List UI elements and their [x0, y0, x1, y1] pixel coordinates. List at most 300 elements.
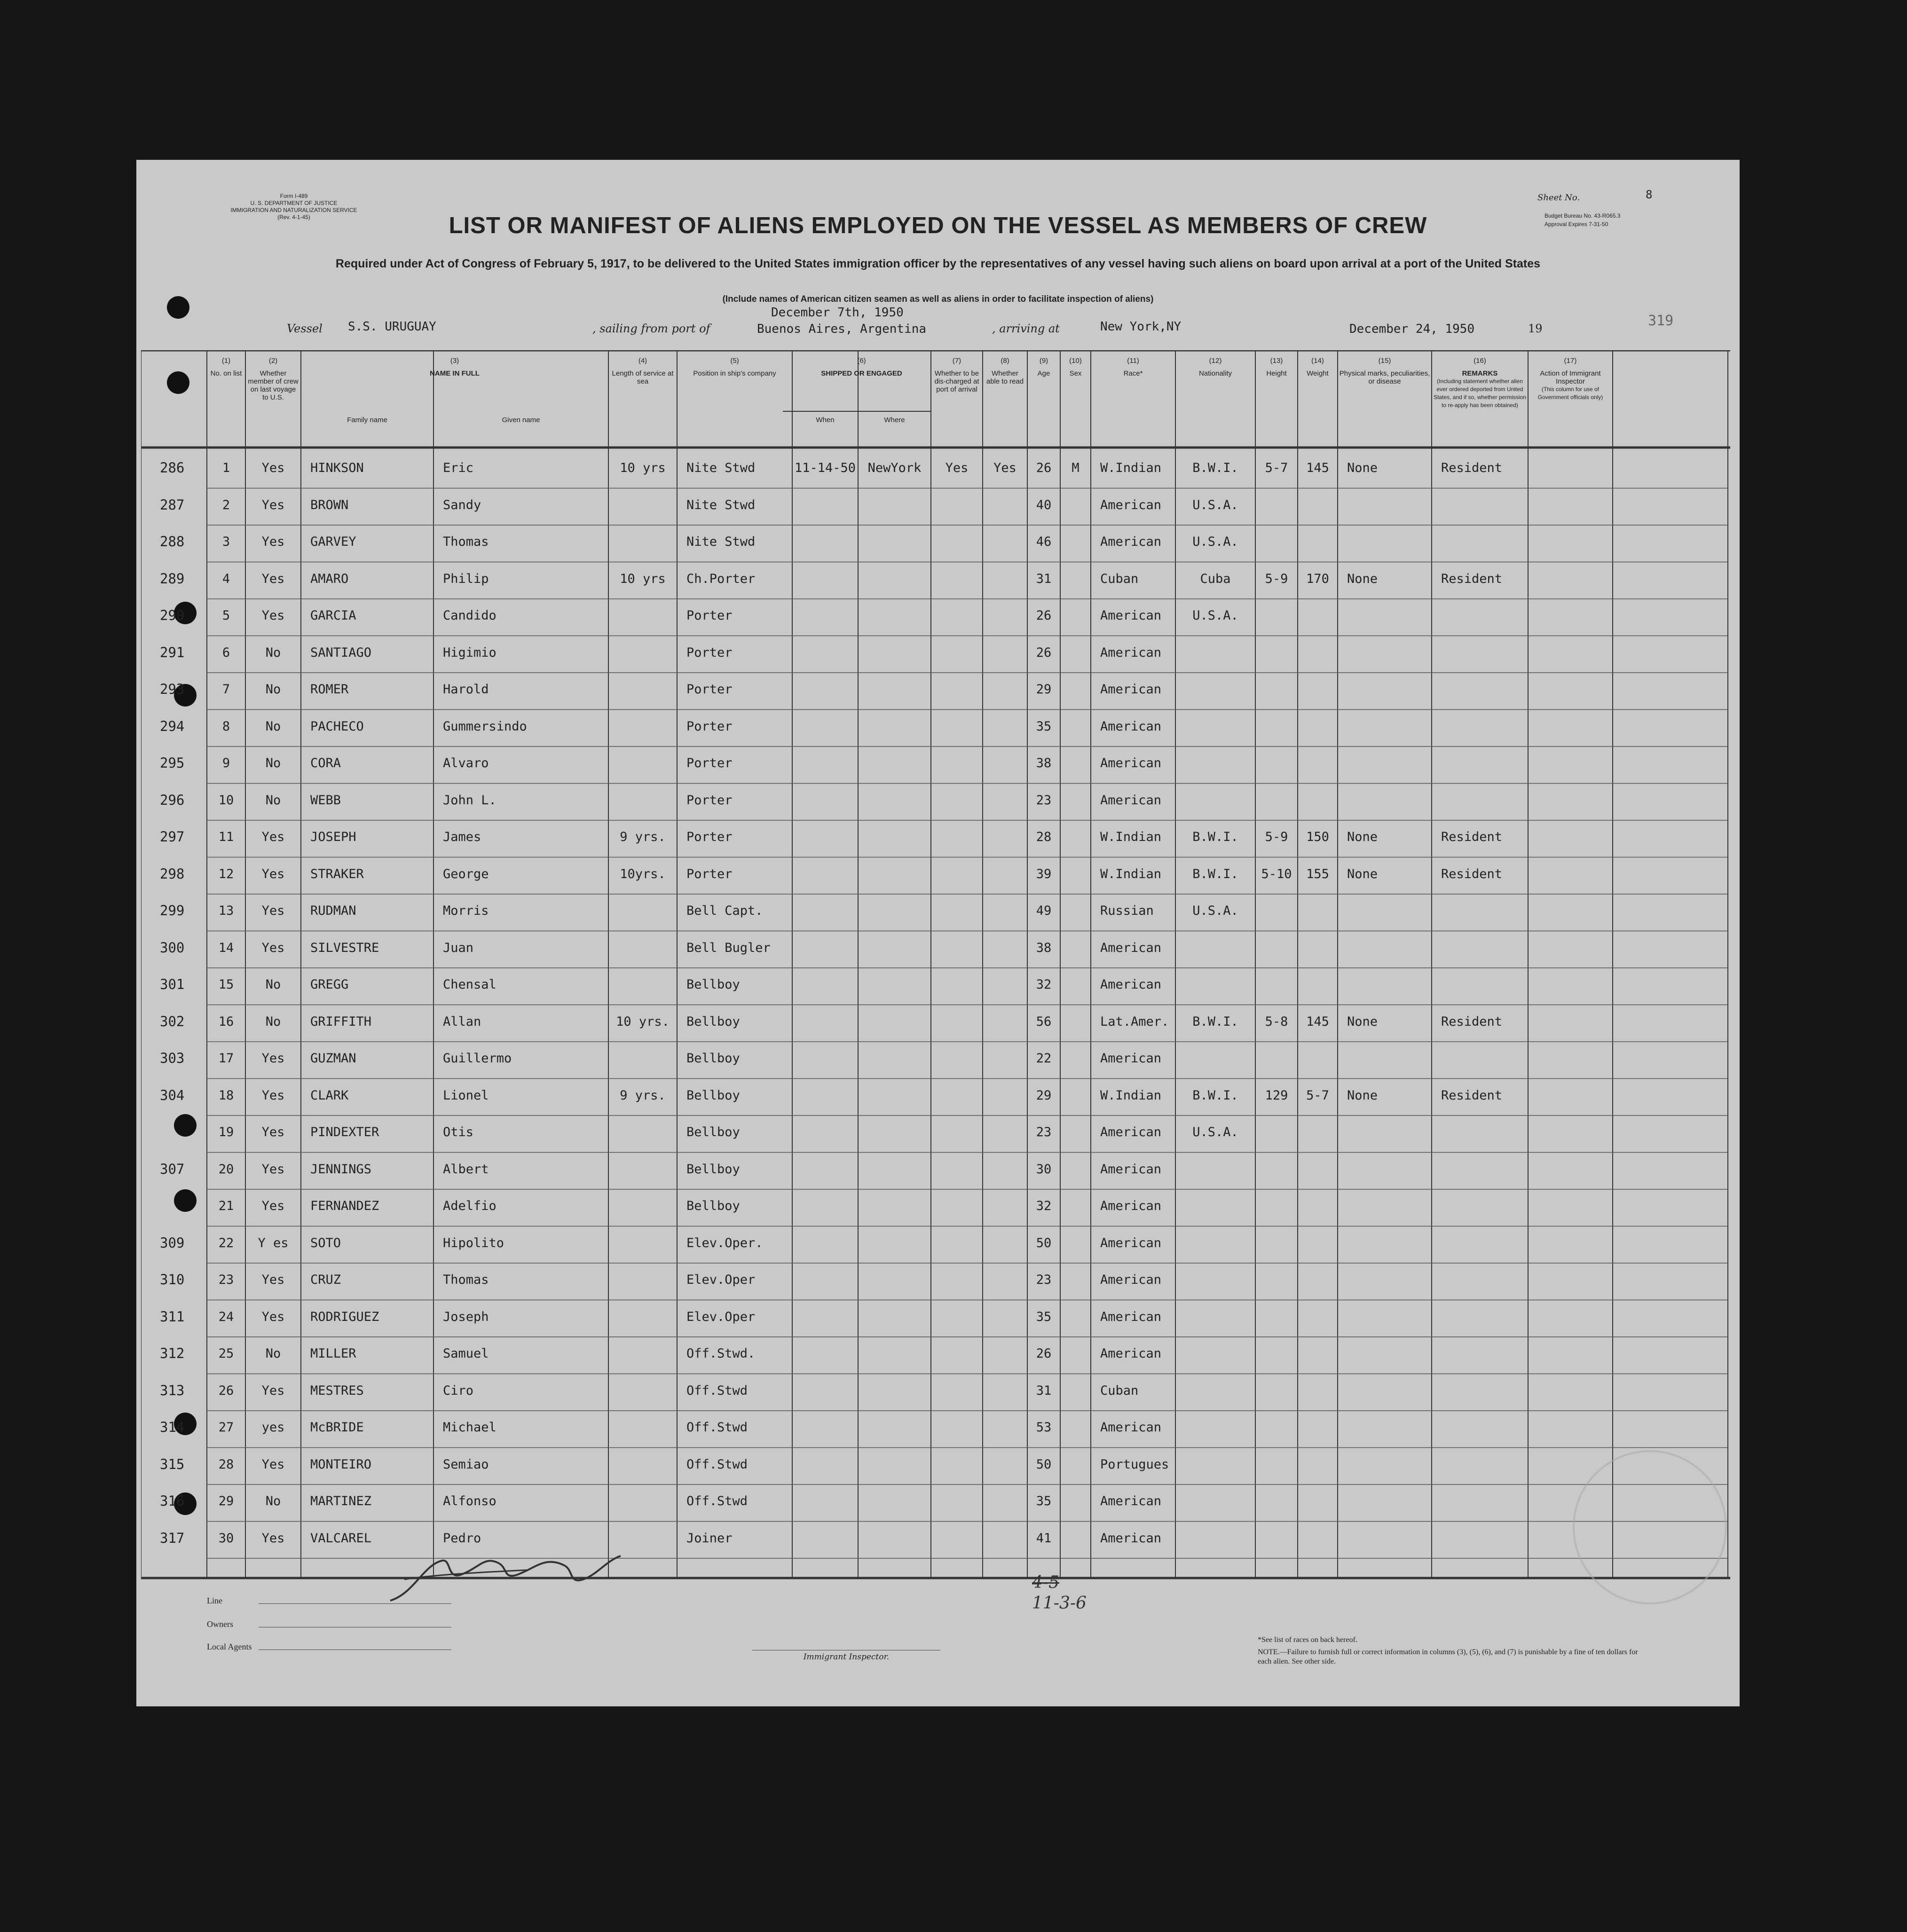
cell-family: JENNINGS: [310, 1162, 372, 1177]
header-c9-num: (9): [1039, 357, 1048, 365]
cell-race: American: [1100, 1199, 1162, 1213]
manifest-line-number: 304: [160, 1087, 185, 1103]
immigrant-inspector-label: Immigrant Inspector.: [752, 1650, 940, 1662]
manifest-line-number: 290: [160, 607, 185, 623]
header-c6a: When: [816, 416, 835, 424]
cell-marks: None: [1347, 571, 1378, 586]
cell-family: GUZMAN: [310, 1051, 356, 1066]
header-c11: Race*: [1123, 369, 1143, 377]
cell-no: 15: [218, 977, 234, 992]
cell-family: BROWN: [310, 497, 349, 512]
manifest-line-number: 297: [160, 829, 185, 845]
cell-position: Porter: [686, 608, 733, 623]
cell-age: 29: [1036, 1088, 1052, 1103]
cell-family: HINKSON: [310, 461, 364, 475]
cell-position: Bellboy: [686, 977, 740, 992]
manifest-line-number: 309: [160, 1234, 185, 1251]
cell-marks: None: [1347, 1014, 1378, 1029]
cell-no: 5: [222, 608, 230, 623]
subnote: (Include names of American citizen seamen as well as aliens in order to facilitate inspection of aliens): [722, 294, 1154, 304]
header-c3b: Given name: [502, 416, 540, 424]
cell-nationality: Cuba: [1200, 571, 1231, 586]
cell-given: Allan: [443, 1014, 481, 1029]
header-c1: [208, 357, 244, 377]
cell-race: American: [1100, 1162, 1162, 1177]
department: U. S. DEPARTMENT OF JUSTICE: [250, 200, 338, 206]
budget-bureau: Budget Bureau No. 43-R065.3: [1545, 212, 1621, 219]
cell-position: Off.Stwd: [686, 1420, 748, 1435]
cell-discharged: Yes: [945, 461, 969, 475]
header-c15-num: (15): [1378, 357, 1391, 365]
cell-age: 31: [1036, 571, 1052, 586]
cell-family: GARCIA: [310, 608, 356, 623]
cell-age: 50: [1036, 1457, 1052, 1472]
cell-prev: Yes: [261, 1383, 285, 1398]
cell-position: Bellboy: [686, 1125, 740, 1139]
cell-given: Higimio: [443, 645, 496, 660]
cell-given: Guillermo: [443, 1051, 512, 1066]
cell-prev: Yes: [261, 461, 285, 475]
cell-family: PACHECO: [310, 719, 364, 734]
header-c6a: [794, 416, 857, 424]
cell-service: 10 yrs: [620, 461, 666, 475]
cell-given: James: [443, 830, 481, 844]
cell-no: 21: [218, 1199, 234, 1213]
cell-position: Porter: [686, 645, 733, 660]
cell-race: Portugues: [1100, 1457, 1169, 1472]
cell-race: Lat.Amer.: [1100, 1014, 1169, 1029]
cell-weight: 145: [1306, 1014, 1329, 1029]
header-c13: Height: [1266, 369, 1287, 377]
manifest-line-number: 291: [160, 644, 185, 660]
form-number: Form I-489: [280, 193, 308, 199]
cell-given: George: [443, 866, 489, 881]
owners-field: Owners: [207, 1619, 451, 1629]
manifest-line-number: 293: [160, 681, 185, 697]
manifest-line-number: 317: [160, 1530, 185, 1546]
manifest-line-number: 311: [160, 1308, 185, 1325]
cell-prev: Yes: [261, 1088, 285, 1103]
cell-age: 22: [1036, 1051, 1052, 1066]
handwritten-signature: [386, 1547, 630, 1608]
cell-prev: yes: [261, 1420, 285, 1435]
header-c12-num: (12): [1209, 357, 1222, 365]
cell-nationality: B.W.I.: [1192, 866, 1238, 881]
manifest-line-number: 313: [160, 1382, 185, 1398]
manifest-line-number: 286: [160, 460, 185, 476]
cell-given: Morris: [443, 903, 489, 918]
manifest-line-number: 299: [160, 903, 185, 919]
cell-height: 5-9: [1265, 571, 1288, 586]
header-c3a: Family name: [347, 416, 387, 424]
inspector-seal: [1573, 1450, 1727, 1604]
cell-position: Off.Stwd: [686, 1383, 748, 1398]
cell-race: American: [1100, 608, 1162, 623]
cell-age: 29: [1036, 682, 1052, 697]
header-c8: Whether able to read: [986, 369, 1024, 385]
cell-position: Bell Capt.: [686, 903, 763, 918]
header-c11: [1092, 357, 1174, 377]
cell-family: VALCAREL: [310, 1531, 372, 1546]
cell-age: 39: [1036, 866, 1052, 881]
cell-prev: Yes: [261, 1272, 285, 1287]
cell-nationality: B.W.I.: [1192, 1014, 1238, 1029]
arriving-port: New York,NY: [1100, 320, 1182, 334]
cell-age: 38: [1036, 756, 1052, 770]
cell-nationality: B.W.I.: [1192, 830, 1238, 844]
cell-age: 30: [1036, 1162, 1052, 1177]
cell-prev: No: [265, 793, 281, 808]
cell-no: 26: [218, 1383, 234, 1398]
cell-prev: No: [265, 1494, 281, 1508]
cell-race: American: [1100, 940, 1162, 955]
cell-age: 32: [1036, 977, 1052, 992]
header-c4: [610, 357, 676, 385]
cell-weight: 5-7: [1306, 1088, 1329, 1103]
header-c14-num: (14): [1311, 357, 1324, 365]
cell-age: 41: [1036, 1531, 1052, 1546]
cell-given: Juan: [443, 940, 474, 955]
cell-no: 23: [218, 1272, 234, 1287]
header-c11-num: (11): [1127, 357, 1139, 365]
vessel-name: S.S. URUGUAY: [348, 320, 436, 334]
cell-no: 14: [218, 940, 234, 955]
header-c5: [678, 357, 791, 377]
cell-given: Ciro: [443, 1383, 474, 1398]
cell-prev: Yes: [261, 940, 285, 955]
header-c10: [1062, 357, 1089, 377]
header-c1: No. on list: [210, 369, 242, 377]
cell-race: W.Indian: [1100, 830, 1162, 844]
cell-prev: Yes: [261, 1051, 285, 1066]
cell-no: 8: [222, 719, 230, 734]
cell-given: Alvaro: [443, 756, 489, 770]
cell-no: 27: [218, 1420, 234, 1435]
manifest-line-number: 288: [160, 534, 185, 550]
header-c17b: (This column for use of Government officials only): [1537, 386, 1603, 401]
cell-family: CRUZ: [310, 1272, 341, 1287]
cell-height: 129: [1265, 1088, 1288, 1103]
cell-no: 25: [218, 1346, 234, 1361]
cell-given: Philip: [443, 571, 489, 586]
cell-family: PINDEXTER: [310, 1125, 379, 1139]
sailing-label: , sailing from port of: [592, 322, 710, 335]
cell-given: Semiao: [443, 1457, 489, 1472]
cell-position: Elev.Oper: [686, 1309, 756, 1324]
cell-given: Otis: [443, 1125, 474, 1139]
cell-family: SILVESTRE: [310, 940, 379, 955]
cell-age: 53: [1036, 1420, 1052, 1435]
cell-read: Yes: [993, 461, 1017, 475]
cell-position: Porter: [686, 793, 733, 808]
cell-no: 18: [218, 1088, 234, 1103]
header-c6-num: (6): [857, 357, 866, 365]
cell-no: 28: [218, 1457, 234, 1472]
cell-nationality: U.S.A.: [1192, 497, 1238, 512]
cell-age: 46: [1036, 534, 1052, 549]
cell-no: 9: [222, 756, 230, 770]
cell-race: American: [1100, 1235, 1162, 1250]
cell-prev: Yes: [261, 1309, 285, 1324]
tally-line-1: 4-5: [1032, 1573, 1059, 1592]
cell-prev: Yes: [261, 608, 285, 623]
cell-remarks: Resident: [1441, 1014, 1503, 1029]
header-c12: Nationality: [1198, 369, 1232, 377]
vessel-label: Vessel: [287, 322, 323, 335]
cell-marks: None: [1347, 1088, 1378, 1103]
arrival-date: December 24, 1950: [1349, 322, 1475, 336]
cell-age: 49: [1036, 903, 1052, 918]
cell-age: 26: [1036, 461, 1052, 475]
header-c17: Action of Immigrant Inspector: [1540, 369, 1601, 385]
header-c3-num: (3): [450, 357, 459, 365]
header-c14: [1299, 357, 1336, 377]
cell-nationality: U.S.A.: [1192, 608, 1238, 623]
cell-position: Off.Stwd: [686, 1457, 748, 1472]
cell-given: Alfonso: [443, 1494, 496, 1508]
header-c8: [984, 357, 1026, 385]
cell-age: 40: [1036, 497, 1052, 512]
cell-no: 16: [218, 1014, 234, 1029]
cell-family: JOSEPH: [310, 830, 356, 844]
cell-race: American: [1100, 1420, 1162, 1435]
cell-race: Russian: [1100, 903, 1154, 918]
manifest-line-number: 294: [160, 718, 185, 734]
cell-age: 50: [1036, 1235, 1052, 1250]
cell-position: Porter: [686, 866, 733, 881]
cell-no: 29: [218, 1494, 234, 1508]
cell-race: American: [1100, 756, 1162, 770]
manifest-line-number: 316: [160, 1493, 185, 1509]
cell-position: Porter: [686, 830, 733, 844]
cell-service: 9 yrs.: [620, 1088, 666, 1103]
header-c13: [1257, 357, 1296, 377]
manifest-line-number: 300: [160, 939, 185, 956]
cell-family: SOTO: [310, 1235, 341, 1250]
cell-family: MILLER: [310, 1346, 356, 1361]
cell-family: STRAKER: [310, 866, 364, 881]
header-c17-num: (17): [1564, 357, 1577, 365]
cell-position: Nite Stwd: [686, 461, 756, 475]
sailing-date: December 7th, 1950: [771, 306, 904, 320]
manifest-line-number: 314: [160, 1419, 185, 1435]
handwritten-tally: [1032, 1572, 1087, 1614]
sheet-no-value: 8: [1646, 188, 1653, 201]
cell-position: Porter: [686, 682, 733, 697]
cell-prev: No: [265, 645, 281, 660]
cell-given: Albert: [443, 1162, 489, 1177]
manifest-line-number: 301: [160, 976, 185, 992]
header-c3b: [435, 416, 607, 424]
cell-race: American: [1100, 1531, 1162, 1546]
cell-remarks: Resident: [1441, 571, 1503, 586]
cell-position: Nite Stwd: [686, 497, 756, 512]
cell-no: 19: [218, 1125, 234, 1139]
cell-service: 10 yrs: [620, 571, 666, 586]
cell-remarks: Resident: [1441, 461, 1503, 475]
cell-no: 1: [222, 461, 230, 475]
cell-family: MESTRES: [310, 1383, 364, 1398]
cell-prev: No: [265, 1346, 281, 1361]
manifest-line-number: 302: [160, 1013, 185, 1029]
manifest-sheet: [136, 160, 1740, 1706]
cell-height: 5-10: [1261, 866, 1292, 881]
header-c16: [1433, 357, 1527, 409]
header-c6b: [859, 416, 930, 424]
cell-age: 31: [1036, 1383, 1052, 1398]
manifest-line-number: 287: [160, 496, 185, 513]
cell-height: 5-7: [1265, 461, 1288, 475]
cell-prev: Yes: [261, 497, 285, 512]
manifest-line-number: 289: [160, 570, 185, 587]
page-stamp: 319: [1648, 313, 1674, 329]
cell-race: American: [1100, 1051, 1162, 1066]
cell-prev: No: [265, 756, 281, 770]
cell-no: 30: [218, 1531, 234, 1546]
cell-age: 23: [1036, 793, 1052, 808]
cell-age: 32: [1036, 1199, 1052, 1213]
line-field: Line: [207, 1596, 451, 1606]
cell-prev: Yes: [261, 1457, 285, 1472]
cell-age: 28: [1036, 830, 1052, 844]
header-c10-num: (10): [1069, 357, 1082, 365]
cell-given: Chensal: [443, 977, 496, 992]
cell-no: 4: [222, 571, 230, 586]
cell-family: FERNANDEZ: [310, 1199, 379, 1213]
cell-position: Nite Stwd: [686, 534, 756, 549]
cell-family: AMARO: [310, 571, 349, 586]
header-c5: Position in ship's company: [693, 369, 776, 377]
cell-no: 13: [218, 903, 234, 918]
cell-race: W.Indian: [1100, 1088, 1162, 1103]
header-c6: [794, 357, 930, 377]
cell-prev: Yes: [261, 534, 285, 549]
header-c1-num: (1): [221, 357, 231, 365]
header-c13-num: (13): [1270, 357, 1283, 365]
header-c3a: [302, 416, 432, 424]
cell-weight: 170: [1306, 571, 1329, 586]
cell-position: Bell Bugler: [686, 940, 771, 955]
cell-family: MARTINEZ: [310, 1494, 372, 1508]
cell-prev: Yes: [261, 1531, 285, 1546]
cell-prev: Yes: [261, 866, 285, 881]
cell-prev: No: [265, 977, 281, 992]
cell-family: GRIFFITH: [310, 1014, 372, 1029]
cell-position: Off.Stwd.: [686, 1346, 756, 1361]
header-c7: [932, 357, 981, 393]
subtitle: Required under Act of Congress of February 5, 1917, to be delivered to the United States immigration officer by the representatives of any vessel having such aliens on board upon arrival at a port of the United States: [335, 257, 1541, 270]
header-c15: [1339, 357, 1430, 385]
cell-age: 35: [1036, 1309, 1052, 1324]
cell-nationality: B.W.I.: [1192, 1088, 1238, 1103]
cell-given: Joseph: [443, 1309, 489, 1324]
manifest-line-number: 315: [160, 1456, 185, 1472]
header-c9: Age: [1037, 369, 1050, 377]
header-c2-num: (2): [268, 357, 278, 365]
cell-given: Michael: [443, 1420, 496, 1435]
cell-age: 35: [1036, 1494, 1052, 1508]
header-c3: [302, 357, 607, 377]
cell-remarks: Resident: [1441, 866, 1503, 881]
cell-given: Hipolito: [443, 1235, 504, 1250]
header-c16-num: (16): [1474, 357, 1486, 365]
cell-service: 10 yrs.: [616, 1014, 670, 1029]
cell-marks: None: [1347, 461, 1378, 475]
cell-height: 5-9: [1265, 830, 1288, 844]
cell-family: CLARK: [310, 1088, 349, 1103]
manifest-line-number: 307: [160, 1161, 185, 1177]
cell-nationality: B.W.I.: [1192, 461, 1238, 475]
cell-given: Samuel: [443, 1346, 489, 1361]
cell-no: 17: [218, 1051, 234, 1066]
cell-marks: None: [1347, 866, 1378, 881]
cell-race: American: [1100, 534, 1162, 549]
cell-family: MONTEIRO: [310, 1457, 372, 1472]
cell-age: 23: [1036, 1125, 1052, 1139]
cell-weight: 155: [1306, 866, 1329, 881]
cell-no: 20: [218, 1162, 234, 1177]
cell-nationality: U.S.A.: [1192, 903, 1238, 918]
cell-prev: Yes: [261, 903, 285, 918]
cell-race: W.Indian: [1100, 866, 1162, 881]
cell-position: Elev.Oper.: [686, 1235, 763, 1250]
cell-sex: M: [1072, 461, 1080, 475]
cell-family: RUDMAN: [310, 903, 356, 918]
cell-no: 6: [222, 645, 230, 660]
cell-family: GREGG: [310, 977, 349, 992]
header-c14: Weight: [1307, 369, 1329, 377]
manifest-line-number: 310: [160, 1272, 185, 1288]
header-c15: Physical marks, peculiarities, or disease: [1339, 369, 1430, 385]
cell-when: 11-14-50: [794, 461, 856, 475]
cell-remarks: Resident: [1441, 830, 1503, 844]
header-c4-num: (4): [638, 357, 647, 365]
cell-given: Adelfio: [443, 1199, 496, 1213]
manifest-line-number: 303: [160, 1050, 185, 1066]
arriving-label: , arriving at: [992, 322, 1060, 335]
cell-given: Harold: [443, 682, 489, 697]
cell-family: SANTIAGO: [310, 645, 372, 660]
cell-position: Bellboy: [686, 1051, 740, 1066]
cell-family: ROMER: [310, 682, 349, 697]
header-c2: Whether member of crew on last voyage to U.S.: [248, 369, 299, 401]
header-c8-num: (8): [1001, 357, 1009, 365]
cell-given: Pedro: [443, 1531, 481, 1546]
cell-no: 22: [218, 1235, 234, 1250]
cell-given: John L.: [443, 793, 496, 808]
cell-prev: Yes: [261, 571, 285, 586]
cell-race: American: [1100, 1309, 1162, 1324]
cell-race: American: [1100, 1494, 1162, 1508]
cell-nationality: U.S.A.: [1192, 534, 1238, 549]
cell-race: American: [1100, 645, 1162, 660]
cell-prev: No: [265, 1014, 281, 1029]
approval-expiry: Approval Expires 7-31-50: [1545, 221, 1608, 228]
cell-given: Thomas: [443, 1272, 489, 1287]
cell-given: Gummersindo: [443, 719, 527, 734]
header-c2: [247, 357, 299, 401]
manifest-line-number: 312: [160, 1345, 185, 1361]
cell-given: Sandy: [443, 497, 481, 512]
cell-nationality: U.S.A.: [1192, 1125, 1238, 1139]
cell-position: Elev.Oper: [686, 1272, 756, 1287]
cell-race: American: [1100, 682, 1162, 697]
cell-prev: Yes: [261, 830, 285, 844]
cell-no: 12: [218, 866, 234, 881]
header-c16: REMARKS: [1462, 369, 1498, 377]
cell-age: 35: [1036, 719, 1052, 734]
cell-prev: No: [265, 682, 281, 697]
